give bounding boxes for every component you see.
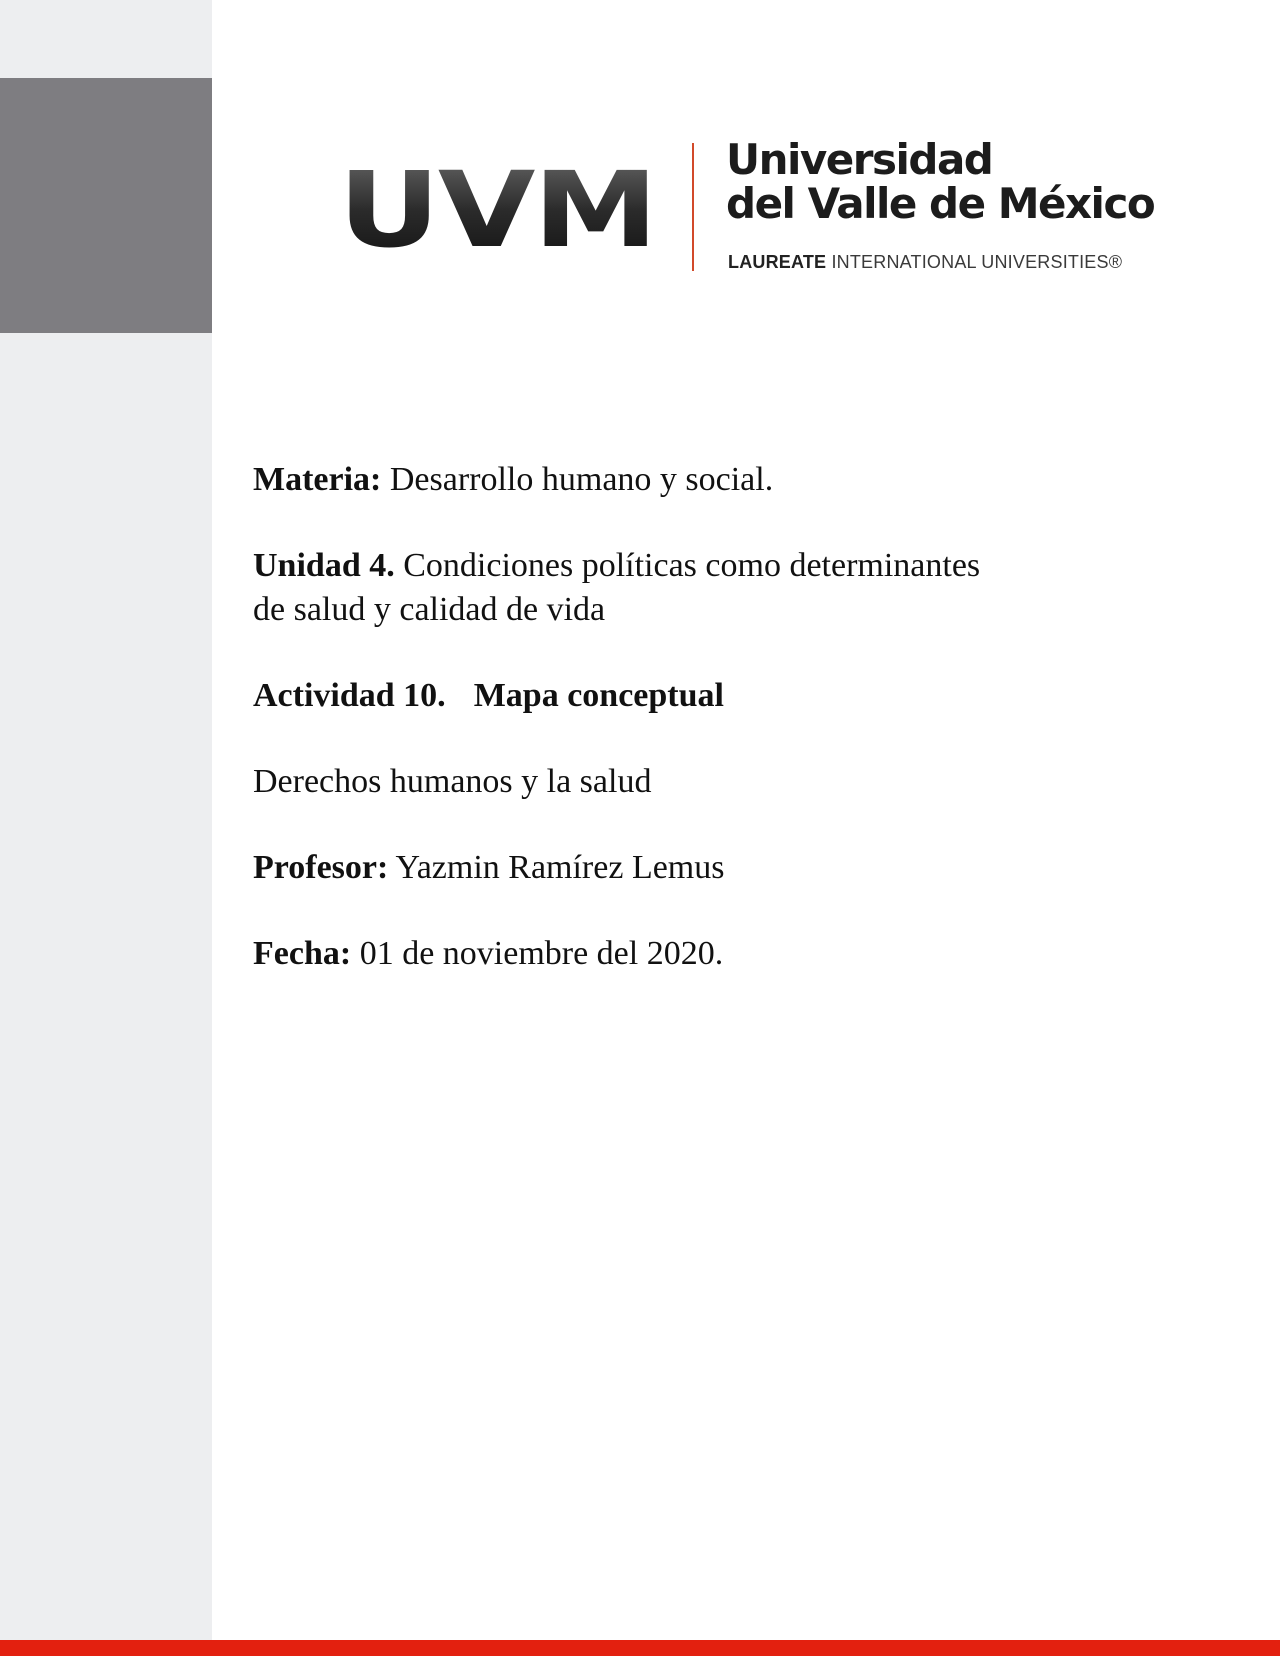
- actividad-number: Actividad 10.: [253, 677, 446, 714]
- logo-tagline-rest: INTERNATIONAL UNIVERSITIES®: [826, 252, 1123, 272]
- sidebar-gray-block: [0, 78, 212, 333]
- footer-red-bar: [0, 1640, 1280, 1656]
- fecha-line: [253, 932, 1153, 976]
- fecha-value: 01 de noviembre del 2020.: [351, 935, 724, 972]
- materia-line: [253, 458, 1153, 502]
- logo-name-line2: del Valle de México: [726, 179, 1155, 228]
- profesor-value: Yazmin Ramírez Lemus: [388, 849, 725, 886]
- unidad-value-line2: de salud y calidad de vida: [253, 591, 606, 628]
- logo-tagline-bold: LAUREATE: [728, 252, 827, 272]
- cover-content: [253, 458, 1153, 1018]
- profesor-line: [253, 846, 1153, 890]
- uvm-logo: [338, 135, 1155, 278]
- unidad-value-line1: Condiciones políticas como determinantes: [394, 547, 981, 584]
- actividad-line: [253, 674, 1153, 718]
- unidad-label: Unidad 4.: [253, 547, 395, 584]
- logo-divider: [692, 143, 694, 271]
- tema-line: Derechos humanos y la salud: [253, 763, 652, 800]
- logo-mark-text: UVM: [338, 158, 656, 258]
- uvm-logo-mark: [338, 158, 658, 258]
- materia-label: Materia:: [253, 461, 382, 498]
- logo-name-line1: Universidad: [726, 135, 993, 184]
- unidad-block: [253, 544, 1153, 632]
- logo-university-name: [726, 135, 1155, 228]
- fecha-label: Fecha:: [253, 935, 352, 972]
- actividad-title: Mapa conceptual: [473, 677, 724, 714]
- profesor-label: Profesor:: [253, 849, 389, 886]
- logo-tagline: [728, 252, 1122, 273]
- materia-value: Desarrollo humano y social.: [381, 461, 774, 498]
